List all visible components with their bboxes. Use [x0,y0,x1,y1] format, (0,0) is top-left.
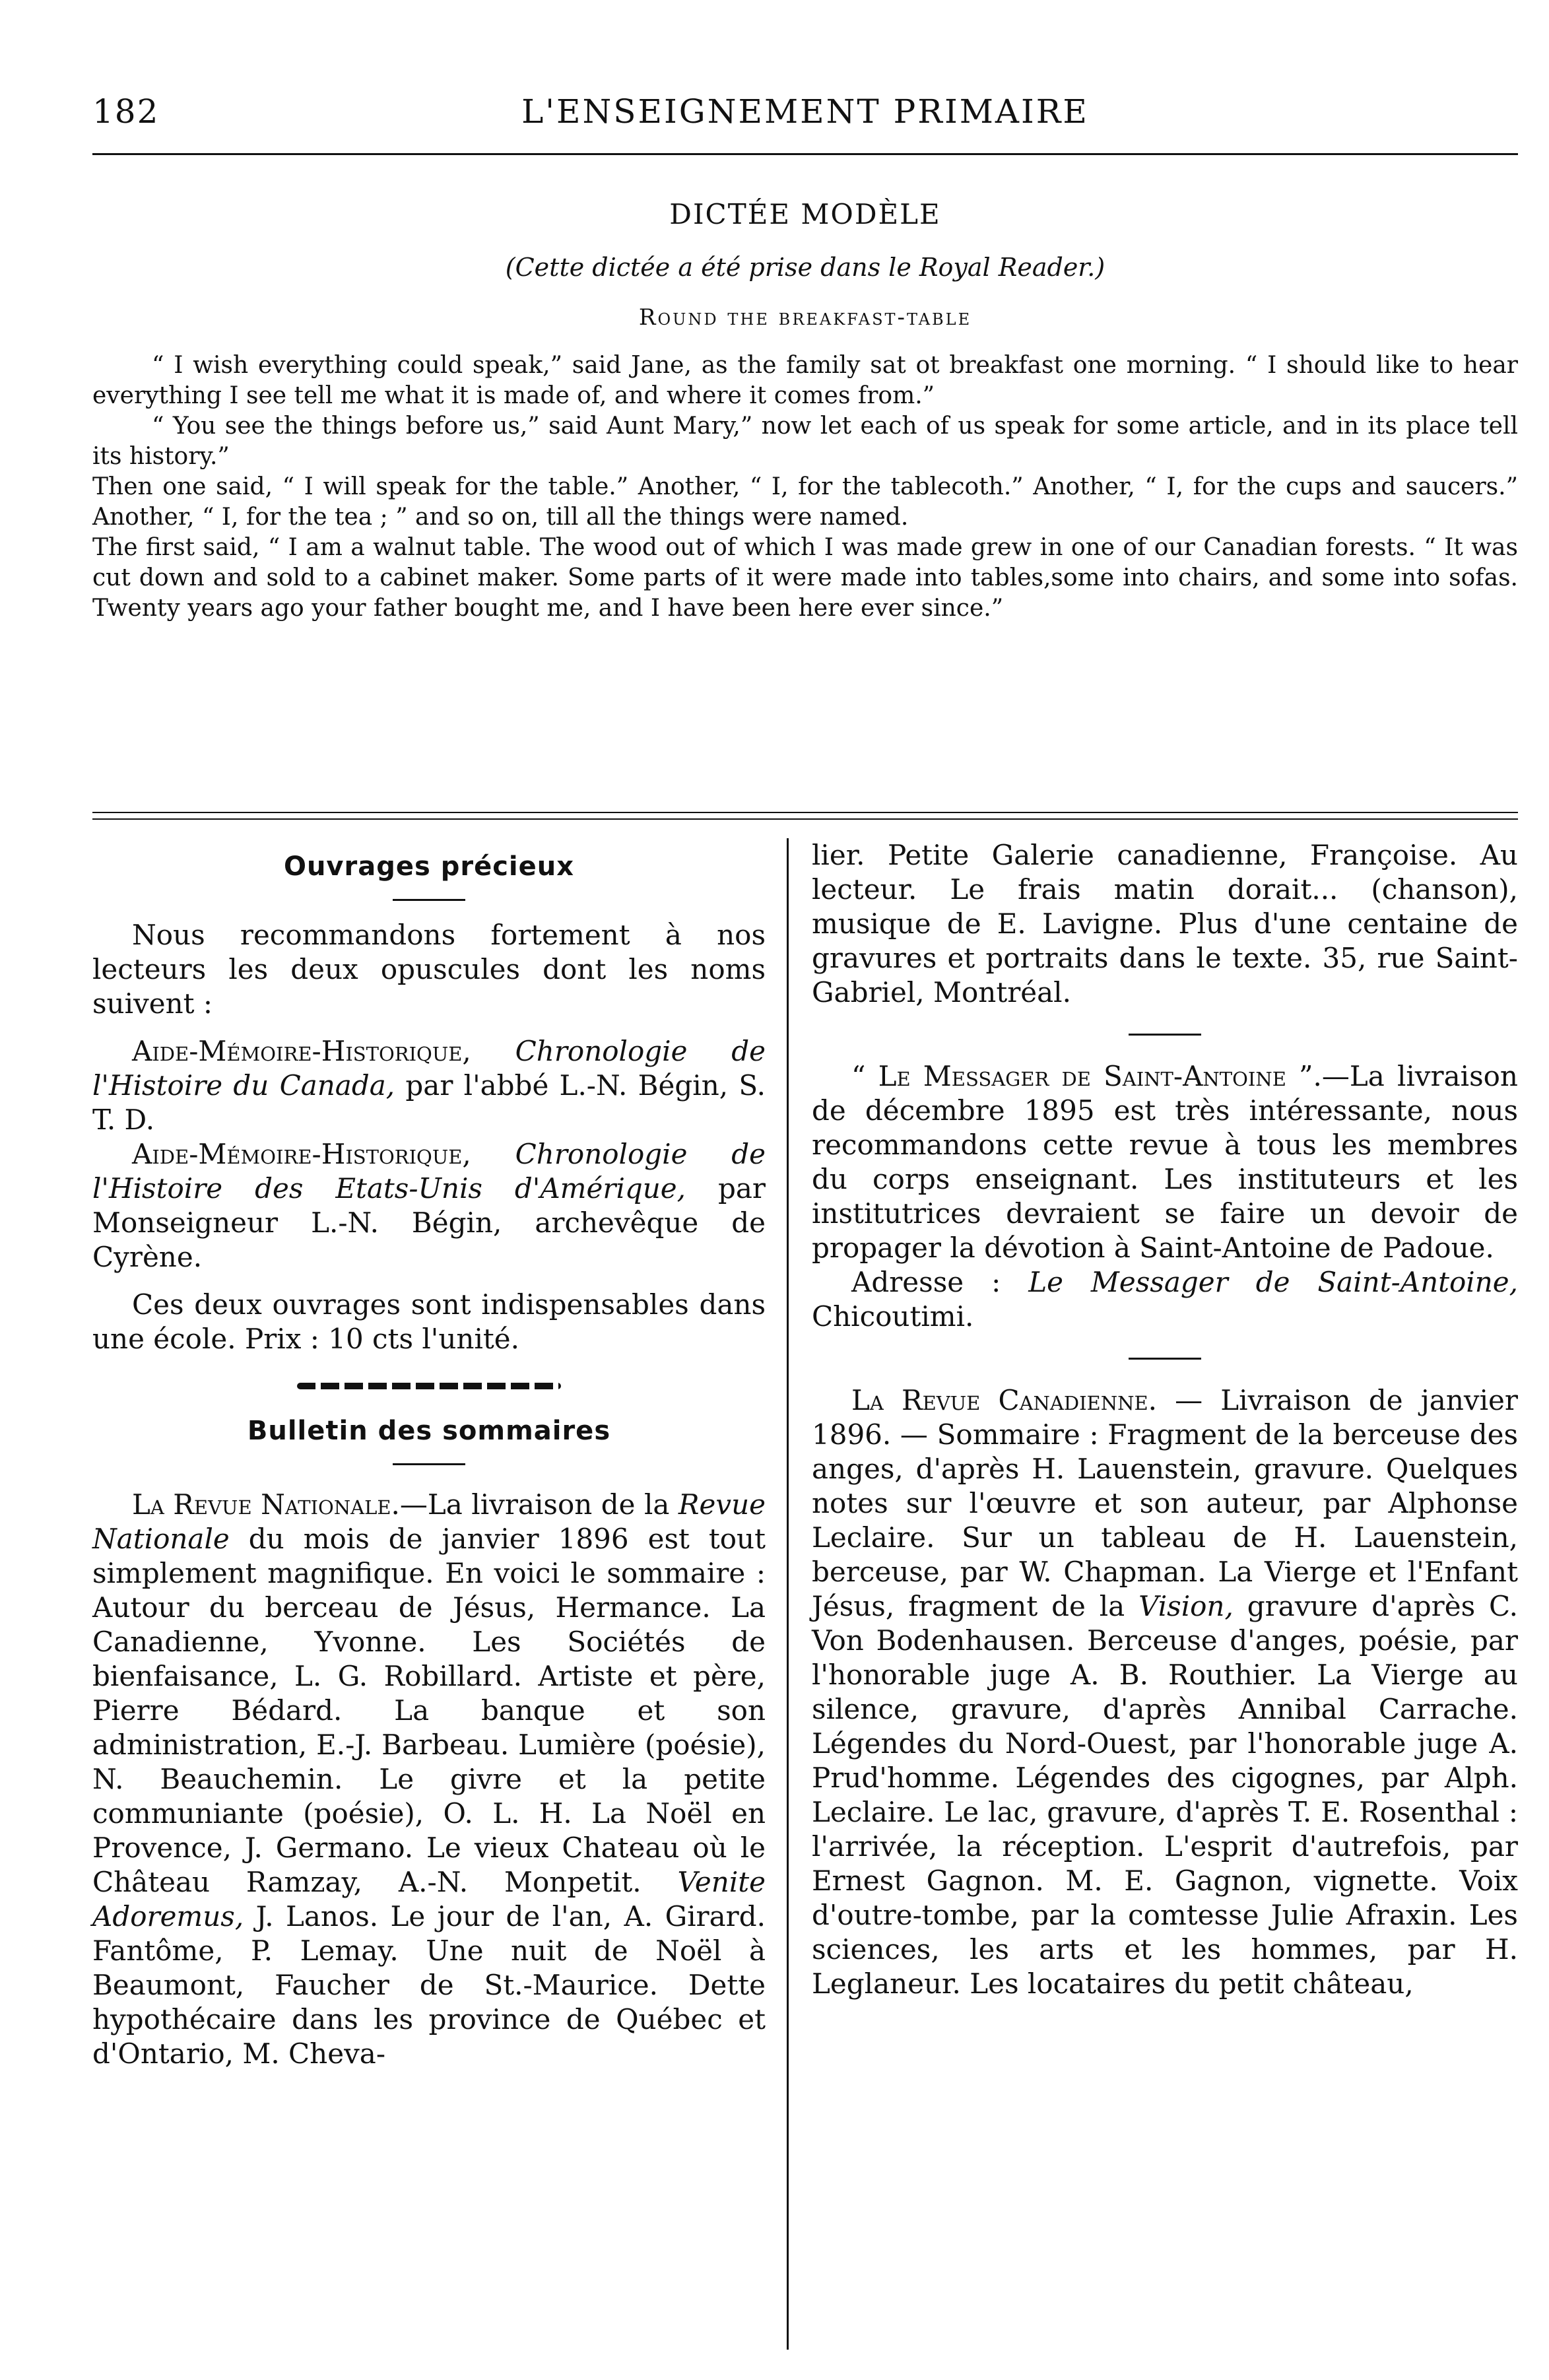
book-title-italic: Chronologie de l'Histoire des Etats-Unis d'Amérique, [92,1138,766,1205]
page-header [92,92,1518,152]
address-label: Adresse : [851,1266,1001,1298]
dictee-note: (Cette dictée a été prise dans le Royal Reader.) [505,253,1105,282]
intro-paragraph: Nous recommandons fortement à nos lecteurs les deux opuscules dont les noms suivent : [92,919,766,1020]
column-divider [787,838,789,2350]
conclusion-paragraph: Ces deux ouvrages sont indispensables dans une école. Prix : 10 cts l'unité. [92,1288,766,1355]
book-title-caps: Aide-Mémoire-Historique, [132,1138,471,1170]
revue-text: — Livraison de janvier 1896. — Sommaire : Fragment de la berceuse des anges, d'après H. Lauenstein, gravure. Quelques notes sur l'œuvre et son auteur, par Alphonse Leclaire. Sur un tableau de H. Lauenstein, berceuse, par W. Chapman. La Vierge et l'Enfant Jésus, fragment de la [812,1384,1518,1622]
short-rule [1129,1358,1201,1360]
address-city: Chicoutimi. [812,1300,974,1333]
book-author: par l'abbé L.-N. Bégin, S. T. D. [92,1069,766,1136]
short-rule [393,1463,465,1465]
short-rule [393,899,465,901]
messager-address [812,1265,1518,1334]
header-rule [92,153,1518,155]
revue-text: —La livraison de la [399,1488,670,1521]
revue-canadienne-entry [812,1383,1518,2001]
section-rule [92,812,1518,813]
section-heading-bulletin: Bulletin des sommaires [247,1416,611,1446]
dictee-section [92,198,1518,624]
book-entry [92,1034,766,1137]
revue-text: du mois de janvier 1896 est tout simplement magnifique. En voici le sommaire : Autour du berceau de Jésus, Hermance. La Canadienne, Yvonne. Les Sociétés de bienfaisance, L. G. Robillard. Artiste et père, Pierre Bédard. La banque et son administration, E.-J. Barbeau. Lumière (poésie), N. Beauchemin. Le givre et la petite communiante (poésie), O. L. H. La Noël en Provence, J. Germano. Le vieux Chateau où le Château Ramzay, A.-N. Monpetit. [92,1523,766,1898]
revue-text: gravure d'après C. Von Bodenhausen. Berceuse d'anges, poésie, par l'honorable juge A. B. Routhier. La Vierge au silence, gravure, d'après Annibal Carrache. Légendes du Nord-Ouest, par l'honorable juge A. Prud'homme. Légendes des cigognes, par Alph. Leclaire. Le lac, gravure, d'après T. E. Rosenthal : l'arrivée, la réception. L'esprit d'autrefois, par Ernest Gagnon. M. E. Gagnon, vignette. Voix d'outre-tombe, par la comtesse Julie Afraxin. Les sciences, les arts et les hommes, par H. Leglaneur. Les locataires du petit château, [812,1590,1519,2000]
page-number: 182 [92,92,160,131]
revue-nationale-entry [92,1488,766,2071]
dictee-paragraph: “ You see the things before us,” said Aunt Mary,” now let each of us speak for some article, and in its place tell its history.” [92,413,1518,470]
dictee-paragraph: The first said, “ I am a walnut table. The wood out of which I was made grew in one of our Canadian forests. “ It was cut down and sold to a cabinet maker. Some parts of it were made into tables,some into chairs, and some into sofas. Twenty years ago your father bought me, and I have been here ever since.” [92,534,1518,622]
messager-entry [812,1059,1518,1265]
book-author: par Monseigneur L.-N. Bégin, archevêque de Cyrène. [92,1172,766,1273]
page [92,79,1518,2350]
two-column-body [92,838,1518,2350]
ornamental-divider [297,1383,561,1389]
book-title-italic: Chronologie de l'Histoire du Canada, [92,1035,766,1102]
running-title: L'ENSEIGNEMENT PRIMAIRE [521,92,1089,131]
right-column [812,838,1518,2001]
dictee-paragraph: Then one said, “ I will speak for the table.” Another, “ I, for the tablecoth.” Another, “ I, for the cups and saucers.” Another, “ I, for the tea ; ” and so on, till all the things were named. [92,473,1518,531]
messager-title: “ Le Messager de Saint-Antoine ”. [851,1060,1322,1092]
revue-italic: Venite Adoremus, [92,1866,766,1933]
address-italic: Le Messager de Saint-Antoine, [1028,1266,1518,1298]
dictee-paragraph: “ I wish everything could speak,” said Jane, as the family sat ot breakfast one morning. “ I should like to hear everything I see tell me what it is made of, and where it comes from.” [92,352,1518,409]
messager-text: —La livraison de décembre 1895 est très intéressante, nous recommandons cette revue à tous les membres du corps enseignant. Les instituteurs et les institutrices devraient se faire un devoir de propager la dévotion à Saint-Antoine de Padoue. [812,1060,1518,1264]
left-column [92,838,766,2071]
dictee-title: DICTÉE MODÈLE [669,198,941,230]
revue-title: La Revue Nationale. [132,1488,400,1521]
section-heading-ouvrages: Ouvrages précieux [283,851,575,882]
revue-title: La Revue Canadienne. [851,1384,1157,1416]
short-rule [1129,1034,1201,1036]
revue-italic: Vision, [1138,1590,1234,1622]
revue-italic: Revue Nationale [92,1488,766,1555]
section-rule [92,818,1518,820]
continued-paragraph: lier. Petite Galerie canadienne, Françoise. Au lecteur. Le frais matin dorait... (chanson), musique de E. Lavigne. Plus d'une centaine de gravures et portraits dans le texte. 35, rue Saint-Gabriel, Montréal. [812,839,1518,1008]
book-title-caps: Aide-Mémoire-Historique, [132,1035,471,1067]
revue-text: J. Lanos. Le jour de l'an, A. Girard. Fantôme, P. Lemay. Une nuit de Noël à Beaumont, Faucher de St.-Maurice. Dette hypothécaire dans les province de Québec et d'Ontario, M. Cheva- [92,1900,766,2070]
dictee-subtitle: Round the breakfast-table [638,304,972,331]
book-entry [92,1137,766,1274]
